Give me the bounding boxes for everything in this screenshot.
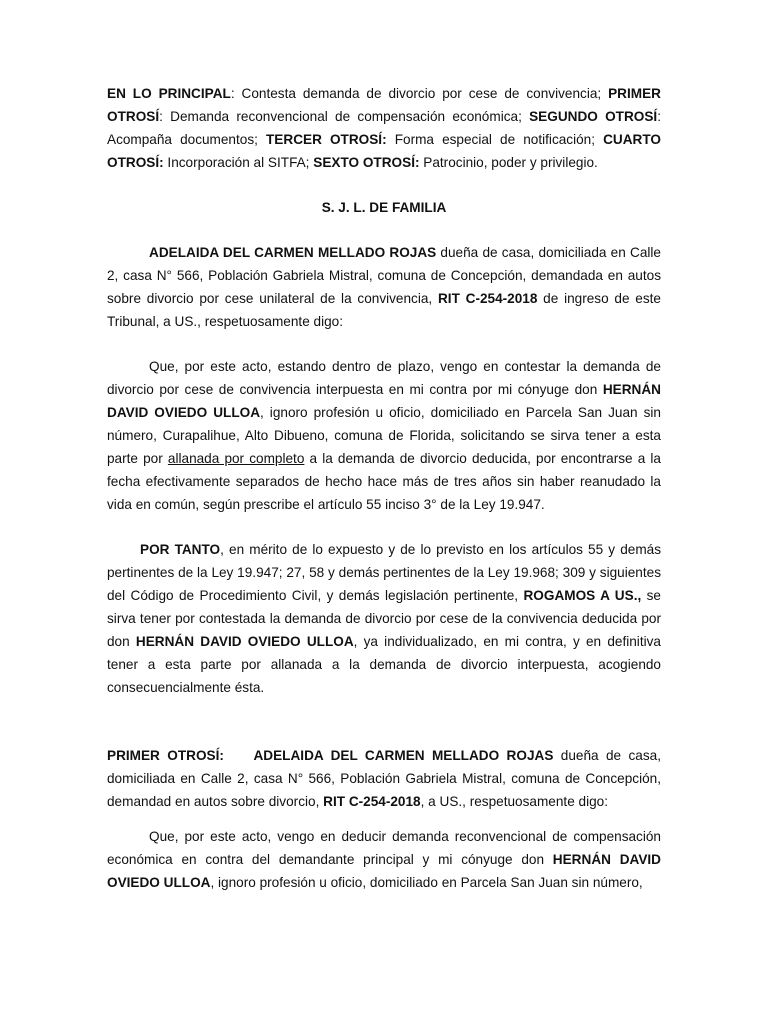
text-run: a la demanda de divorcio deducida, por encontrarse a la fecha efectivamente separados de hecho hace más de tres años sin haber reanudado la vida en común, según prescribe el artículo 55 inciso 3° de la Ley 19.947.	[107, 451, 661, 512]
segundo-otrosi-label: SEGUNDO OTROSÍ	[529, 109, 658, 124]
opposing-party-name: HERNÁN DAVID OVIEDO ULLOA	[135, 634, 354, 649]
opposing-party-name: HERNÁN DAVID OVIEDO ULLOA	[107, 852, 661, 890]
por-tanto-paragraph	[107, 538, 661, 699]
primer-otrosi-paragraph	[107, 744, 661, 813]
reconvention-paragraph	[107, 825, 661, 894]
text-run: , en mérito de lo expuesto y de lo previsto en los artículos 55 y demás pertinentes de la Ley 19.947; 27, 58 y demás pertinentes de la Ley 19.968; 309 y siguientes del Código de Procedimiento Civil, y demás legislación pertinente,	[107, 542, 661, 603]
text-run: de ingreso de este Tribunal, a US., respetuosamente digo:	[107, 291, 661, 329]
por-tanto-label: POR TANTO	[140, 542, 221, 557]
document-page	[107, 82, 661, 894]
rogamos-label: ROGAMOS A US.,	[523, 588, 642, 603]
primer-otrosi-label: PRIMER OTROSÍ	[107, 86, 661, 124]
cuarto-otrosi-label: CUARTO OTROSÍ:	[107, 132, 662, 170]
response-paragraph	[107, 355, 661, 516]
intro-paragraph	[107, 241, 661, 333]
opposing-party-name: HERNÁN DAVID OVIEDO ULLOA	[107, 382, 661, 420]
text-run: Que, por este acto, estando dentro de plazo, vengo en contestar la demanda de divorcio por cese de convivencia interpuesta en mi contra por mi cónyuge don	[107, 359, 661, 397]
text-run: , ya individualizado, en mi contra, y en definitiva tener a esta parte por allanada a la demanda de divorcio interpuesta, acogiendo consecuencialmente ésta.	[107, 634, 661, 695]
summary-heading	[107, 82, 661, 174]
party-name: ADELAIDA DEL CARMEN MELLADO ROJAS	[149, 245, 437, 260]
text-run: , ignoro profesión u oficio, domiciliado en Parcela San Juan sin número, Curapalihue, Alto Dibueno, comuna de Florida, solicitando se sirva tener a esta parte por	[107, 405, 661, 466]
text-run: Forma especial de notificación;	[386, 132, 604, 147]
text-run: dueña de casa, domiciliada en Calle 2, casa N° 566, Población Gabriela Mistral, comuna de Concepción, demandad en autos sobre divorcio,	[107, 748, 661, 809]
en-lo-principal-label: EN LO PRINCIPAL	[107, 86, 231, 101]
text-run: , a US., respetuosamente digo:	[420, 794, 609, 809]
text-run: Patrocinio, poder y privilegio.	[419, 155, 598, 170]
case-rit: RIT C-254-2018	[323, 794, 421, 809]
text-run: dueña de casa, domiciliada en Calle 2, casa N° 566, Población Gabriela Mistral, comuna de Concepción, demandada en autos sobre divorcio por cese unilateral de la convivencia,	[107, 245, 661, 306]
court-heading: S. J. L. DE FAMILIA	[321, 200, 447, 215]
primer-otrosi-label: PRIMER OTROSÍ:	[107, 748, 224, 763]
party-name: ADELAIDA DEL CARMEN MELLADO ROJAS	[253, 748, 554, 763]
text-run: , ignoro profesión u oficio, domiciliado en Parcela San Juan sin número,	[210, 875, 643, 890]
case-rit: RIT C-254-2018	[437, 291, 538, 306]
underlined-phrase: allanada por completo	[167, 451, 305, 466]
text-run: Incorporación al SITFA;	[163, 155, 314, 170]
tercer-otrosi-label: TERCER OTROSÍ:	[266, 132, 387, 147]
text-run: : Demanda reconvencional de compensación económica;	[159, 109, 530, 124]
text-run: : Acompaña documentos;	[107, 109, 661, 147]
text-run: se sirva tener por contestada la demanda de divorcio por cese de la convivencia deducida por don	[107, 588, 661, 649]
text-run: Que, por este acto, vengo en deducir demanda reconvencional de compensación económica en contra del demandante principal y mi cónyuge don	[107, 829, 661, 867]
sexto-otrosi-label: SEXTO OTROSÍ:	[313, 155, 420, 170]
text-run: : Contesta demanda de divorcio por cese de convivencia;	[230, 86, 609, 101]
